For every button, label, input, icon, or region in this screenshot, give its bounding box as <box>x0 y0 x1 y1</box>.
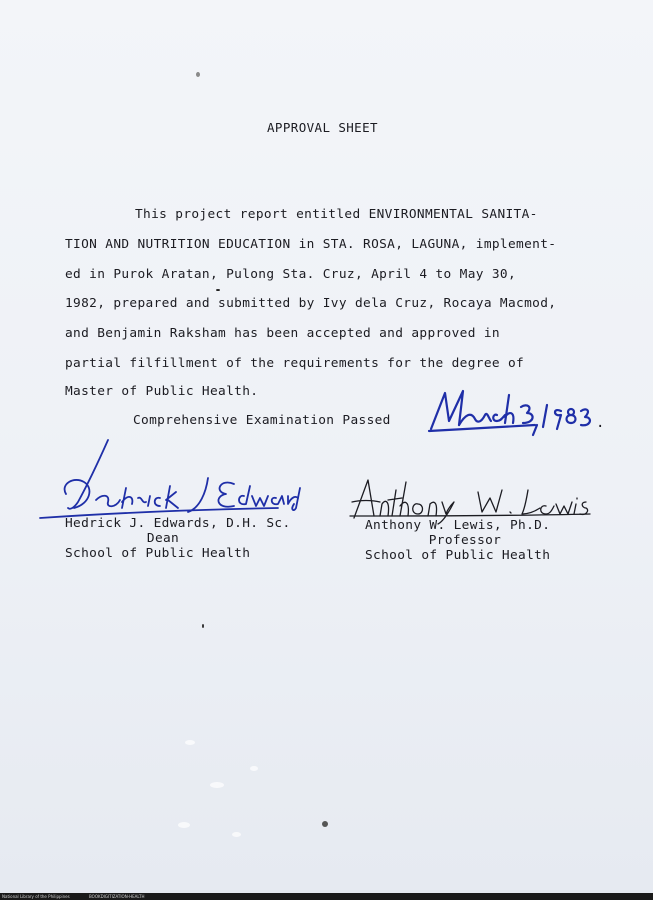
handwritten-exam-date <box>425 385 605 437</box>
paper-mark <box>232 832 241 837</box>
paragraph-line: and Benjamin Raksham has been accepted and approved in <box>65 326 500 341</box>
footer-archive: National Library of the Philippines <box>2 894 70 899</box>
paper-mark <box>185 740 195 745</box>
signatory-left-title: Dean <box>146 531 180 546</box>
signature-anthony-lewis <box>350 472 595 524</box>
signatory-left-unit: School of Public Health <box>65 546 251 561</box>
paper-mark <box>250 766 258 771</box>
signatory-right-unit: School of Public Health <box>365 548 551 563</box>
paragraph-line: Master of Public Health. <box>65 384 259 399</box>
signature-hedrick-edwards <box>38 438 308 524</box>
signatory-right-name: Anthony W. Lewis, Ph.D. <box>365 518 551 533</box>
paper-mark <box>322 821 328 827</box>
paper-mark <box>210 782 224 788</box>
signatory-right <box>365 518 565 563</box>
paragraph-line: ed in Purok Aratan, Pulong Sta. Cruz, April 4 to May 30, <box>65 267 517 282</box>
exam-period: . <box>596 415 605 431</box>
signatory-left-name: Hedrick J. Edwards, D.H. Sc. <box>65 516 291 531</box>
paragraph-line: TION AND NUTRITION EDUCATION in STA. ROSA, LAGUNA, implement- <box>65 237 557 252</box>
signatory-right-title: Professor <box>428 533 502 548</box>
paper-mark <box>202 624 204 628</box>
paragraph-line: partial filfillment of the requirements for the degree of <box>65 356 525 371</box>
paper-mark <box>178 822 190 828</box>
footer-code: BOOKDIGITIZATION-HEALTH <box>89 894 145 899</box>
scan-footer <box>2 894 163 899</box>
paragraph-line: This project report entitled ENVIRONMENTAL SANITA- <box>135 207 538 222</box>
page-title: APPROVAL SHEET <box>267 120 378 135</box>
signatory-left <box>65 516 291 561</box>
paper-mark <box>196 72 200 77</box>
paper-mark <box>216 289 220 291</box>
exam-label: Comprehensive Examination Passed <box>133 413 391 428</box>
paragraph-line: 1982, prepared and submitted by Ivy dela Cruz, Rocaya Macmod, <box>65 296 557 311</box>
